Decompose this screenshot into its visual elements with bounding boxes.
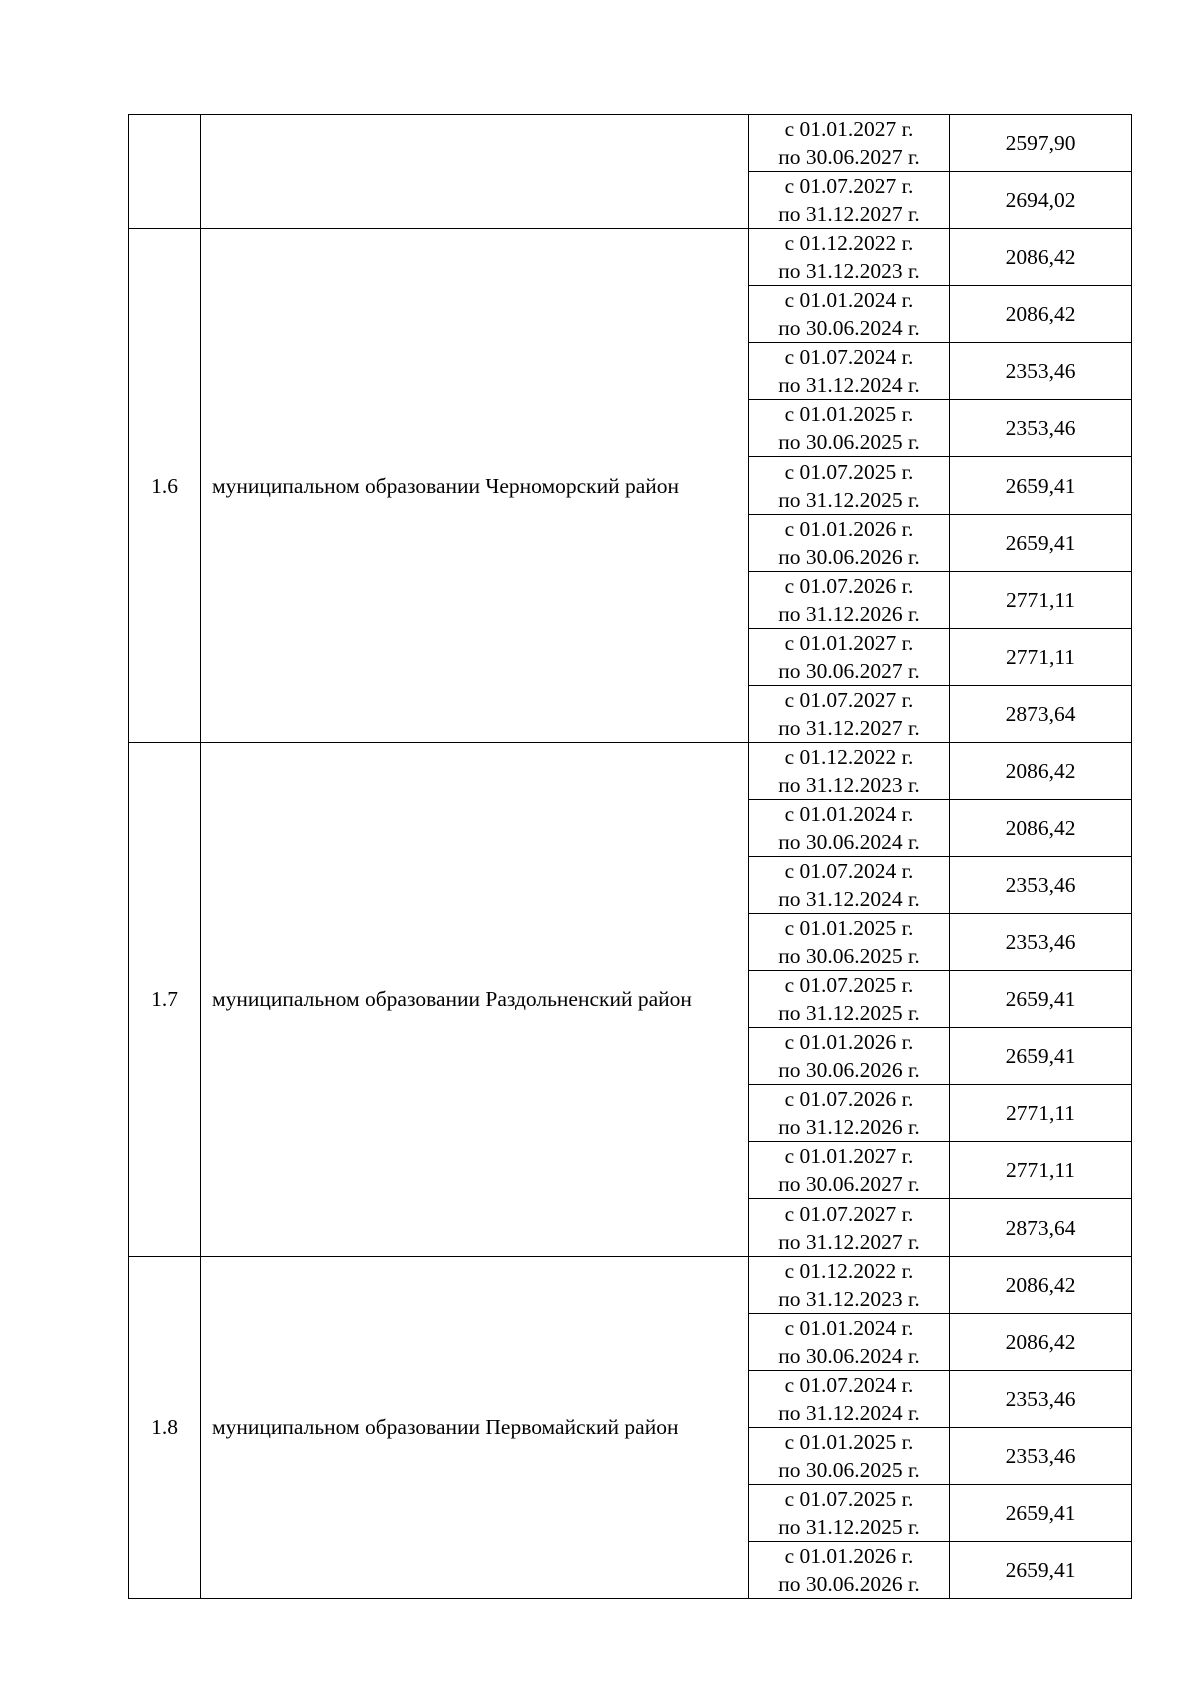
period-cell <box>749 914 950 971</box>
tariff-value-cell: 2353,46 <box>950 857 1132 914</box>
period-from: с 01.01.2024 г. <box>784 801 914 826</box>
period-from: с 01.07.2024 г. <box>784 345 914 370</box>
tariff-value-cell: 2086,42 <box>950 229 1132 286</box>
period-cell <box>749 1199 950 1256</box>
tariff-table <box>128 114 1132 1599</box>
period-to: по 30.06.2027 г. <box>778 145 920 170</box>
tariff-value-cell: 2086,42 <box>950 799 1132 856</box>
period-from: с 01.12.2022 г. <box>784 744 914 769</box>
tariff-value-cell: 2353,46 <box>950 1427 1132 1484</box>
tariff-value-cell: 2771,11 <box>950 1142 1132 1199</box>
period-from: с 01.07.2026 г. <box>784 573 914 598</box>
period-cell <box>749 685 950 742</box>
period-cell <box>749 971 950 1028</box>
period-from: с 01.01.2026 г. <box>784 1030 914 1055</box>
period-to: по 30.06.2024 г. <box>778 316 920 341</box>
municipality-name-cell: муниципальном образовании Первомайский район <box>201 1256 749 1598</box>
period-cell <box>749 1370 950 1427</box>
row-number-cell: 1.6 <box>129 229 201 743</box>
period-cell <box>749 115 950 172</box>
period-cell <box>749 286 950 343</box>
tariff-value-cell: 2873,64 <box>950 685 1132 742</box>
period-to: по 31.12.2024 г. <box>778 373 920 398</box>
period-cell <box>749 799 950 856</box>
period-to: по 31.12.2023 г. <box>778 259 920 284</box>
tariff-value-cell: 2353,46 <box>950 914 1132 971</box>
period-to: по 31.12.2027 г. <box>778 715 920 740</box>
period-to: по 30.06.2027 г. <box>778 658 920 683</box>
period-to: по 30.06.2024 г. <box>778 1343 920 1368</box>
tariff-value-cell: 2353,46 <box>950 343 1132 400</box>
period-to: по 30.06.2027 г. <box>778 1172 920 1197</box>
period-to: по 31.12.2025 г. <box>778 1514 920 1539</box>
table-row <box>129 229 1132 286</box>
period-to: по 31.12.2023 г. <box>778 772 920 797</box>
period-from: с 01.07.2024 г. <box>784 1372 914 1397</box>
tariff-value-cell: 2086,42 <box>950 1313 1132 1370</box>
tariff-value-cell: 2086,42 <box>950 286 1132 343</box>
period-to: по 31.12.2026 г. <box>778 1115 920 1140</box>
municipality-name-cell: муниципальном образовании Черноморский район <box>201 229 749 743</box>
row-number-cell: 1.7 <box>129 742 201 1256</box>
period-to: по 30.06.2025 г. <box>778 430 920 455</box>
period-from: с 01.01.2025 г. <box>784 1429 914 1454</box>
period-to: по 31.12.2023 г. <box>778 1286 920 1311</box>
period-from: с 01.01.2024 г. <box>784 1315 914 1340</box>
period-from: с 01.07.2025 г. <box>784 973 914 998</box>
period-to: по 30.06.2026 г. <box>778 1571 920 1596</box>
period-cell <box>749 1427 950 1484</box>
period-cell <box>749 457 950 514</box>
period-to: по 31.12.2027 г. <box>778 202 920 227</box>
period-from: с 01.12.2022 г. <box>784 231 914 256</box>
table-row <box>129 1256 1132 1313</box>
period-cell <box>749 742 950 799</box>
period-cell <box>749 400 950 457</box>
period-to: по 31.12.2024 г. <box>778 1400 920 1425</box>
period-from: с 01.01.2026 г. <box>784 516 914 541</box>
tariff-value-cell: 2659,41 <box>950 457 1132 514</box>
period-cell <box>749 1313 950 1370</box>
period-from: с 01.12.2022 г. <box>784 1258 914 1283</box>
period-to: по 31.12.2025 г. <box>778 487 920 512</box>
tariff-value-cell: 2659,41 <box>950 514 1132 571</box>
period-to: по 30.06.2026 г. <box>778 1058 920 1083</box>
period-to: по 31.12.2025 г. <box>778 1001 920 1026</box>
municipality-name-cell <box>201 115 749 229</box>
period-to: по 31.12.2026 г. <box>778 601 920 626</box>
period-to: по 30.06.2026 г. <box>778 544 920 569</box>
period-from: с 01.07.2027 г. <box>784 1201 914 1226</box>
period-cell <box>749 1541 950 1598</box>
period-from: с 01.07.2025 г. <box>784 459 914 484</box>
row-number-cell: 1.8 <box>129 1256 201 1598</box>
tariff-value-cell: 2659,41 <box>950 1541 1132 1598</box>
period-cell <box>749 1142 950 1199</box>
period-cell <box>749 571 950 628</box>
period-to: по 30.06.2024 г. <box>778 829 920 854</box>
municipality-name-cell: муниципальном образовании Раздольненский район <box>201 742 749 1256</box>
tariff-value-cell: 2771,11 <box>950 628 1132 685</box>
period-to: по 31.12.2027 г. <box>778 1229 920 1254</box>
tariff-value-cell: 2873,64 <box>950 1199 1132 1256</box>
period-cell <box>749 1085 950 1142</box>
tariff-value-cell: 2353,46 <box>950 1370 1132 1427</box>
tariff-value-cell: 2086,42 <box>950 1256 1132 1313</box>
tariff-value-cell: 2659,41 <box>950 1028 1132 1085</box>
tariff-table-body <box>129 115 1132 1599</box>
period-cell <box>749 1484 950 1541</box>
period-from: с 01.01.2026 г. <box>784 1543 914 1568</box>
period-from: с 01.01.2027 г. <box>784 117 914 142</box>
period-from: с 01.07.2027 г. <box>784 687 914 712</box>
tariff-value-cell: 2694,02 <box>950 172 1132 229</box>
tariff-value-cell: 2353,46 <box>950 400 1132 457</box>
period-from: с 01.07.2025 г. <box>784 1486 914 1511</box>
period-from: с 01.01.2025 г. <box>784 916 914 941</box>
period-from: с 01.01.2027 г. <box>784 630 914 655</box>
period-from: с 01.01.2024 г. <box>784 288 914 313</box>
period-cell <box>749 172 950 229</box>
period-cell <box>749 628 950 685</box>
period-to: по 31.12.2024 г. <box>778 887 920 912</box>
period-cell <box>749 229 950 286</box>
tariff-value-cell: 2597,90 <box>950 115 1132 172</box>
period-to: по 30.06.2025 г. <box>778 944 920 969</box>
period-cell <box>749 343 950 400</box>
tariff-value-cell: 2659,41 <box>950 971 1132 1028</box>
period-to: по 30.06.2025 г. <box>778 1457 920 1482</box>
tariff-value-cell: 2086,42 <box>950 742 1132 799</box>
table-row <box>129 115 1132 172</box>
tariff-value-cell: 2771,11 <box>950 1085 1132 1142</box>
period-from: с 01.01.2025 г. <box>784 402 914 427</box>
period-from: с 01.07.2024 г. <box>784 859 914 884</box>
period-cell <box>749 1256 950 1313</box>
tariff-value-cell: 2771,11 <box>950 571 1132 628</box>
period-cell <box>749 857 950 914</box>
period-from: с 01.07.2027 г. <box>784 174 914 199</box>
period-from: с 01.01.2027 г. <box>784 1144 914 1169</box>
period-cell <box>749 514 950 571</box>
table-row <box>129 742 1132 799</box>
period-cell <box>749 1028 950 1085</box>
period-from: с 01.07.2026 г. <box>784 1087 914 1112</box>
tariff-value-cell: 2659,41 <box>950 1484 1132 1541</box>
row-number-cell <box>129 115 201 229</box>
